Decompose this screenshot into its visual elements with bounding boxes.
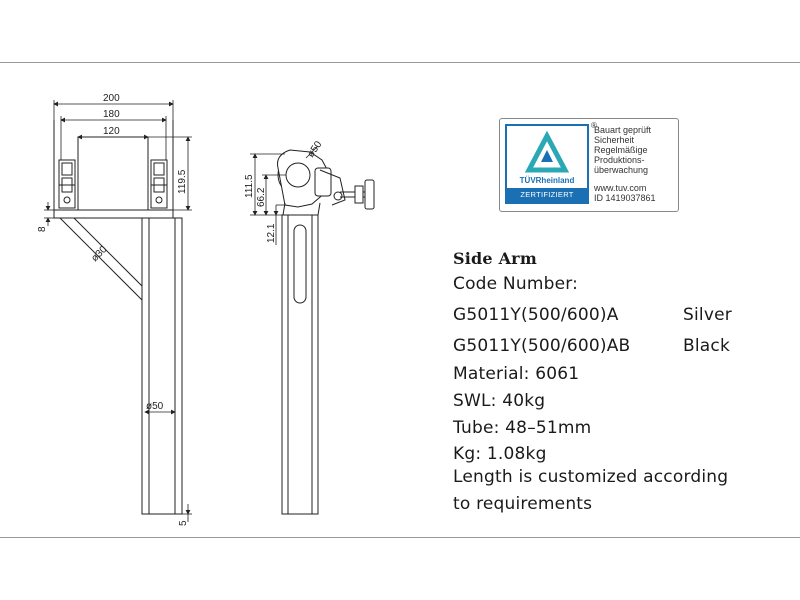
cert-id: ID 1419037861 [594, 193, 656, 203]
dim-111-5-label: 111.5 [244, 174, 255, 198]
tuv-certificate [499, 118, 679, 212]
dim-5-label: 5 [178, 520, 189, 526]
cert-line-4: Produktions- [594, 155, 645, 165]
dim-120-label: 120 [103, 126, 120, 137]
registered-mark: ® [591, 121, 597, 130]
dim-12-1-label: 12.1 [266, 223, 277, 243]
front-view [54, 120, 182, 514]
dim-180-label: 180 [103, 109, 120, 120]
tuv-brand: TÜVRheinland [519, 176, 575, 185]
dim-brace-label: ø30 [89, 244, 110, 265]
cert-line-3: Regelmäßige [594, 145, 648, 155]
code-number-label: Code Number: [453, 274, 579, 294]
weight-spec: Kg: 1.08kg [453, 444, 547, 464]
code-black: G5011Y(500/600)AB [453, 336, 631, 356]
tuv-triangle-icon [507, 126, 587, 176]
color-black: Black [683, 336, 730, 356]
dim-66-2-label: 66.2 [256, 187, 267, 207]
dim-200-label: 200 [103, 93, 120, 104]
tuv-band: ZERTIFIZIERT [507, 188, 587, 202]
tuv-logo [505, 124, 589, 204]
cert-line-2: Sicherheit [594, 135, 635, 145]
tube-spec: Tube: 48–51mm [453, 418, 592, 438]
side-view [278, 150, 375, 514]
dim-119-5-label: 119.5 [177, 169, 188, 194]
color-silver: Silver [683, 305, 732, 325]
cert-line-1: Bauart geprüft [594, 125, 652, 135]
length-note-line-2: to requirements [453, 494, 593, 514]
product-title: Side Arm [453, 249, 537, 268]
code-row-silver [453, 305, 732, 325]
code-silver: G5011Y(500/600)A [453, 305, 619, 325]
dim-8-label: 8 [37, 226, 48, 232]
length-note-line-1: Length is customized according [453, 467, 729, 487]
material-spec: Material: 6061 [453, 364, 580, 384]
dim-tube-label: ø50 [146, 401, 164, 412]
swl-spec: SWL: 40kg [453, 391, 546, 411]
dim-coupler-label: ø50 [305, 139, 325, 160]
cert-line-5: überwachung [594, 165, 649, 175]
code-row-black [453, 336, 730, 356]
cert-web: www.tuv.com [594, 183, 647, 193]
